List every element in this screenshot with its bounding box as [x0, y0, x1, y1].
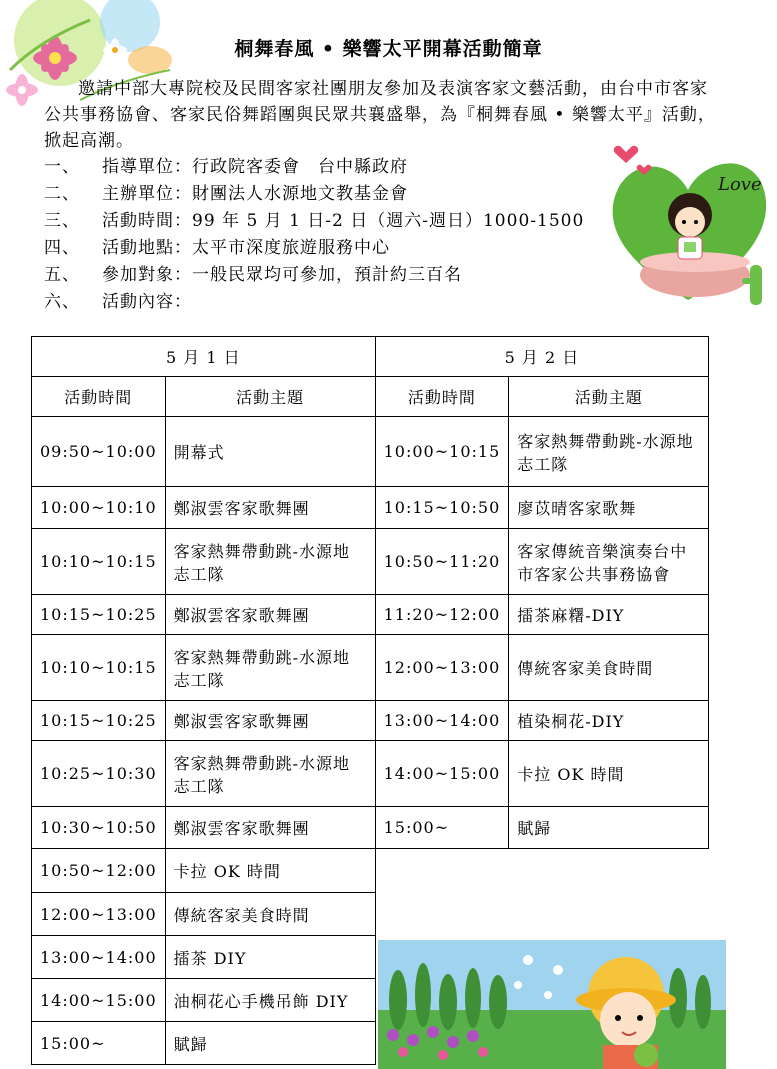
day1-theme: 鄭淑雲客家歌舞團	[165, 595, 375, 635]
garden-illustration	[378, 940, 726, 1069]
item-label: 活動內容：	[102, 292, 192, 312]
day1-time: 15:00~	[32, 1022, 166, 1065]
day2-header: 5 月 2 日	[375, 337, 709, 377]
day2-time-header: 活動時間	[375, 377, 509, 417]
day1-theme-header: 活動主題	[165, 377, 375, 417]
day1-theme: 油桐花心手機吊飾 DIY	[165, 979, 375, 1022]
day2-theme: 客家傳統音樂演奏台中市客家公共事務協會	[509, 529, 709, 595]
day1-time: 13:00~14:00	[32, 936, 166, 979]
day2-theme: 擂茶麻糬-DIY	[509, 595, 709, 635]
table-row	[32, 849, 709, 893]
day2-time: 13:00~14:00	[375, 701, 509, 741]
table-row	[32, 741, 709, 807]
day1-time-header: 活動時間	[32, 377, 166, 417]
day2-theme: 廖苡晴客家歌舞	[509, 487, 709, 529]
table-row	[32, 807, 709, 849]
day1-theme: 客家熱舞帶動跳-水源地志工隊	[165, 635, 375, 701]
day1-theme: 卡拉 OK 時間	[165, 849, 375, 893]
table-row	[32, 487, 709, 529]
item-label: 主辦單位：財團法人水源地文教基金會	[102, 184, 408, 204]
day1-time: 10:10~10:15	[32, 635, 166, 701]
item-label: 活動地點：太平市深度旅遊服務中心	[102, 238, 390, 258]
day1-time: 10:50~12:00	[32, 849, 166, 893]
item-number: 四、	[44, 238, 80, 258]
item-number: 二、	[44, 184, 80, 204]
day2-theme-header: 活動主題	[509, 377, 709, 417]
item-number: 六、	[44, 292, 80, 312]
day2-time: 12:00~13:00	[375, 635, 509, 701]
item-number: 五、	[44, 265, 80, 285]
day1-theme: 客家熱舞帶動跳-水源地志工隊	[165, 529, 375, 595]
day2-time: 10:50~11:20	[375, 529, 509, 595]
day2-theme: 傳統客家美食時間	[509, 635, 709, 701]
love-text: Love	[718, 174, 762, 195]
day2-theme: 客家熱舞帶動跳-水源地志工隊	[509, 417, 709, 487]
day2-theme: 植染桐花-DIY	[509, 701, 709, 741]
table-row	[32, 529, 709, 595]
day1-header: 5 月 1 日	[32, 337, 376, 377]
item-label: 參加對象：一般民眾均可參加，預計約三百名	[102, 265, 462, 285]
day1-time: 14:00~15:00	[32, 979, 166, 1022]
day1-time: 09:50~10:00	[32, 417, 166, 487]
day1-time: 10:30~10:50	[32, 807, 166, 849]
day1-theme: 客家熱舞帶動跳-水源地志工隊	[165, 741, 375, 807]
day1-time: 10:10~10:15	[32, 529, 166, 595]
day1-time: 10:25~10:30	[32, 741, 166, 807]
day1-theme: 擂茶 DIY	[165, 936, 375, 979]
table-row	[32, 417, 709, 487]
item-label: 活動時間：99 年 5 月 1 日-2 日（週六-週日）1000-1500	[102, 211, 585, 231]
day1-time: 10:15~10:25	[32, 595, 166, 635]
item-number: 一、	[44, 157, 80, 177]
table-day-header-row	[32, 337, 709, 377]
love-heart-decoration	[600, 140, 777, 320]
table-row	[32, 701, 709, 741]
day1-time: 10:00~10:10	[32, 487, 166, 529]
day2-theme: 卡拉 OK 時間	[509, 741, 709, 807]
item-number: 三、	[44, 211, 80, 231]
day1-time: 12:00~13:00	[32, 893, 166, 936]
day1-theme: 鄭淑雲客家歌舞團	[165, 487, 375, 529]
day1-theme: 鄭淑雲客家歌舞團	[165, 807, 375, 849]
day1-theme: 賦歸	[165, 1022, 375, 1065]
page-title: 桐舞春風 • 樂響太平開幕活動簡章	[234, 38, 543, 60]
day2-time: 10:00~10:15	[375, 417, 509, 487]
item-label: 指導單位：行政院客委會 台中縣政府	[102, 157, 408, 177]
day1-theme: 開幕式	[165, 417, 375, 487]
day2-time: 14:00~15:00	[375, 741, 509, 807]
table-row	[32, 595, 709, 635]
day2-time: 15:00~	[375, 807, 509, 849]
day2-theme: 賦歸	[509, 807, 709, 849]
table-row	[32, 635, 709, 701]
day1-time: 10:15~10:25	[32, 701, 166, 741]
day2-time: 11:20~12:00	[375, 595, 509, 635]
table-column-header-row	[32, 377, 709, 417]
day1-theme: 鄭淑雲客家歌舞團	[165, 701, 375, 741]
day1-theme: 傳統客家美食時間	[165, 893, 375, 936]
intro-paragraph: 邀請中部大專院校及民間客家社團朋友參加及表演客家文藝活動，由台中市客家公共事務協會、客家民俗舞蹈團與民眾共襄盛舉，為『桐舞春風 • 樂響太平』活動，掀起高潮。	[44, 79, 716, 151]
day2-time: 10:15~10:50	[375, 487, 509, 529]
